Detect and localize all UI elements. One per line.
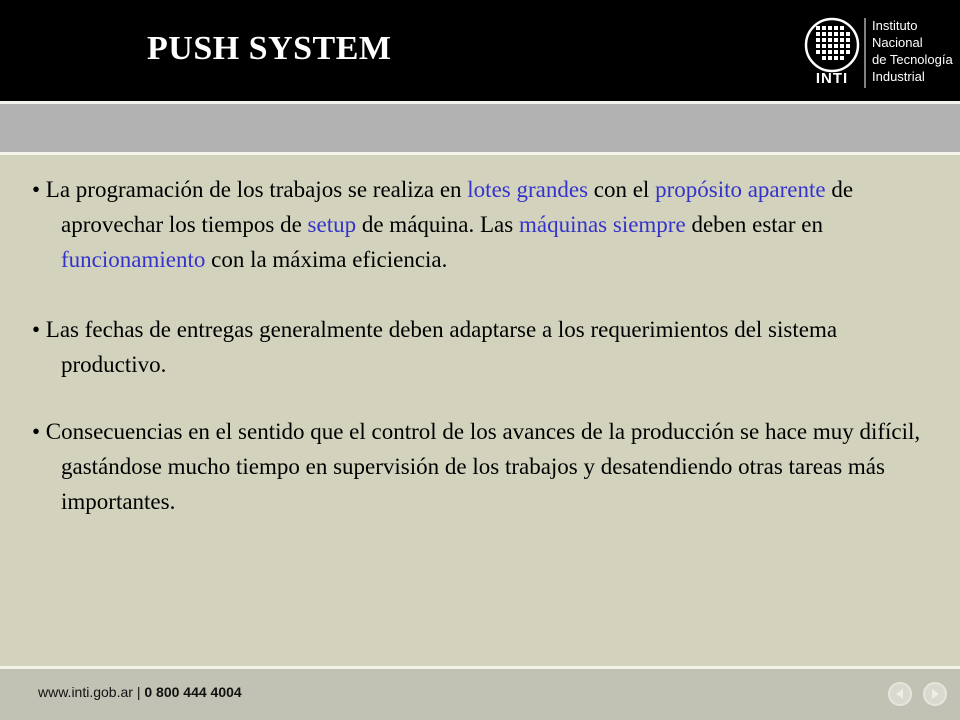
- paragraph-text: con el: [588, 177, 656, 202]
- footer-contact: [38, 684, 242, 700]
- paragraph-text: de máquina. Las: [356, 212, 519, 237]
- slide-title: PUSH SYSTEM: [147, 30, 392, 67]
- phone-number: 0 800 444 4004: [144, 684, 242, 700]
- paragraph-text: • Las fechas de entregas generalmente deben adaptarse a los requerimientos del sistema productivo.: [32, 317, 838, 377]
- bullet-paragraph: [32, 172, 932, 277]
- logo-line: de Tecnología: [872, 52, 953, 67]
- subtitle-band: [0, 104, 960, 152]
- header-bar: [0, 0, 960, 101]
- next-slide-button[interactable]: [923, 682, 947, 706]
- bullet-paragraph: [32, 312, 932, 382]
- band-divider: [0, 152, 960, 155]
- paragraph-text: de aprovechar los tiempos de: [61, 177, 854, 237]
- website-link[interactable]: www.inti.gob.ar: [38, 684, 133, 700]
- bullet-paragraph: [32, 414, 932, 519]
- highlighted-term: máquinas siempre: [518, 212, 686, 237]
- logo-line: Industrial: [872, 69, 925, 84]
- highlighted-term: setup: [307, 212, 357, 237]
- paragraph-text: • Consecuencias en el sentido que el control de los avances de la producción se hace muy difícil, gastándose mucho tiempo en supervisión de los trabajos y desatendiendo otras tareas más importantes.: [32, 419, 921, 514]
- paragraph-text: • La programación de los trabajos se realiza en: [32, 177, 468, 202]
- footer-bar: [0, 669, 960, 720]
- logo-line: Instituto: [872, 18, 918, 33]
- circle-left-arrow-icon: [890, 684, 910, 704]
- logo-text: [872, 17, 953, 85]
- circle-right-arrow-icon: [925, 684, 945, 704]
- previous-slide-button[interactable]: [888, 682, 912, 706]
- paragraph-text: con la máxima eficiencia.: [205, 247, 448, 272]
- logo-line: Nacional: [872, 35, 923, 50]
- highlighted-term: lotes grandes: [467, 177, 589, 202]
- paragraph-text: deben estar en: [685, 212, 823, 237]
- logo-acronym: INTI: [815, 70, 849, 87]
- highlighted-term: funcionamiento: [61, 247, 206, 272]
- footer-divider-text: |: [132, 684, 145, 700]
- slide-body: [32, 172, 932, 519]
- highlighted-term: propósito aparente: [655, 177, 826, 202]
